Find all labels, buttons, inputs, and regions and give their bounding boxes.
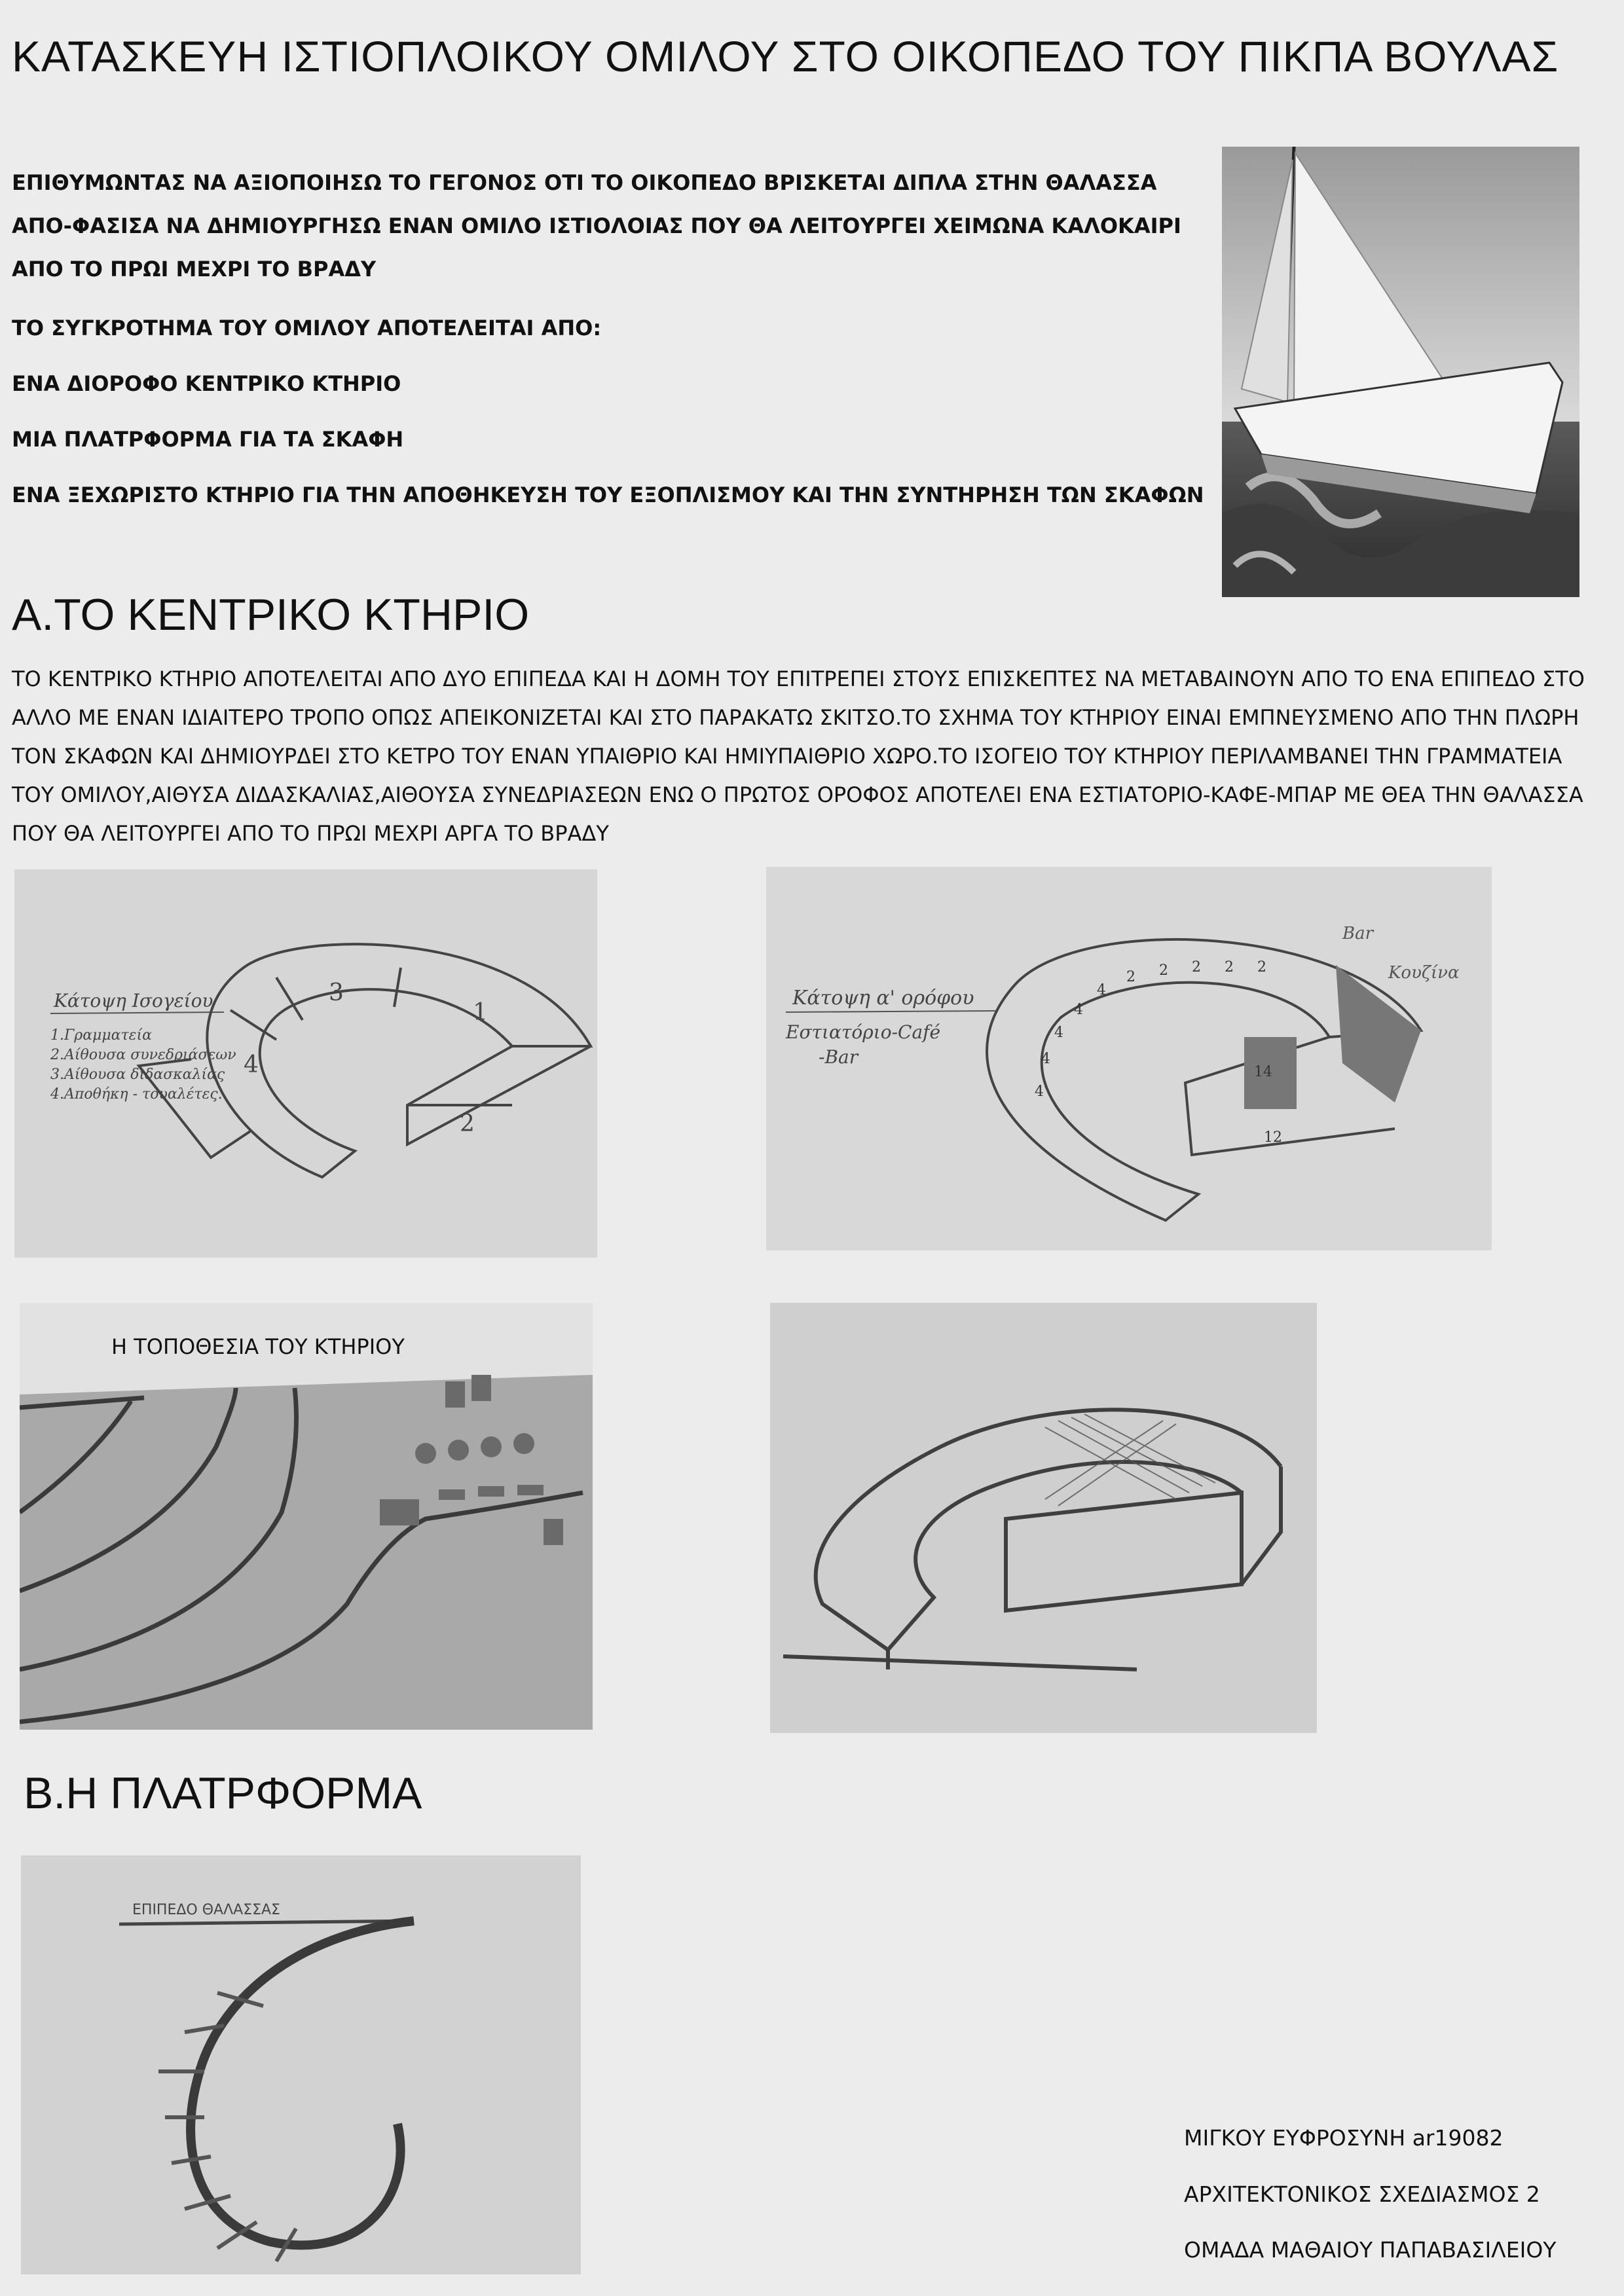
complex-item: ΕΝΑ ΞΕΧΩΡΙΣΤΟ ΚΤΗΡΙΟ ΓΙΑ ΤΗΝ ΑΠΟΘΗΚΕΥΣΗ ΤΟΥ ΕΞΟΠΛΙΣΜΟΥ ΚΑΙ ΤΗΝ ΣΥΝΤΗΡΗΣΗ ΤΩΝ ΣΚΑΦΩΝ xyxy=(12,483,1204,507)
ground-room-number: 1 xyxy=(473,999,488,1026)
complex-item: ΜΙΑ ΠΛΑΤΡΦΟΡΜΑ ΓΙΑ ΤΑ ΣΚΑΦΗ xyxy=(12,427,404,452)
site-model-photo xyxy=(20,1303,593,1730)
first-floor-legend-title: Κάτοψη α' ορόφου xyxy=(792,987,974,1010)
table-number: 12 xyxy=(1264,1129,1282,1146)
table-number: 4 xyxy=(1097,982,1106,998)
section-a-text: ΤΟ ΚΕΝΤΡΙΚΟ ΚΤΗΡΙΟ ΑΠΟΤΕΛΕΙΤΑΙ ΑΠΟ ΔΥΟ ΕΠΙΠΕΔΑ ΚΑΙ Η ΔΟΜΗ ΤΟΥ ΕΠΙΤΡΕΠΕΙ ΣΤΟΥΣ ΕΠΙΣΚΕΠΤΕΣ ΝΑ ΜΕΤΑΒΑΙΝΟΥΝ ΑΠΟ ΤΟ ΕΝΑ ΕΠΙΠΕΔΟ ΣΤΟ ΑΛΛΟ ΜΕ ΕΝΑΝ ΙΔΙΑΙΤΕΡΟ ΤΡΟΠΟ ΟΠΩΣ ΑΠΕΙΚΟΝΙΖΕΤΑΙ ΚΑΙ ΣΤΟ ΠΑΡΑΚΑΤΩ ΣΚΙΤΣΟ.ΤΟ ΣΧΗΜΑ ΤΟΥ ΚΤΗΡΙΟΥ ΕΙΝΑΙ ΕΜΠΝΕΥΣΜΕΝΟ ΑΠΟ ΤΗΝ ΠΛΩΡΗ ΤΟΝ ΣΚΑΦΩΝ ΚΑΙ ΔΗΜΙΟΥΡΔΕΙ ΣΤΟ ΚΕΤΡΟ ΤΟΥ ΕΝΑΝ ΥΠΑΙΘΡΙΟ ΚΑΙ ΗΜΙΥΠΑΙΘΡΙΟ ΧΩΡΟ.ΤΟ ΙΣΟΓΕΙΟ ΤΟΥ ΚΤΗΡΙΟΥ ΠΕΡΙΛΑΜΒΑΝΕΙ ΤΗΝ ΓΡΑΜΜΑΤΕΙΑ ΤΟΥ ΟΜΙΛΟΥ,ΑΙΘΥΣΑ ΔΙΔΑΣΚΑΛΙΑΣ,ΑΙΘΟΥΣΑ ΣΥΝΕΔΡΙΑΣΕΩΝ ΕΝΩ Ο ΠΡΩΤΟΣ ΟΡΟΦΟΣ ΑΠΟΤΕΛΕΙ ΕΝΑ ΕΣΤΙΑΤΟΡΙΟ-ΚΑΦΕ-ΜΠΑΡ ΜΕ ΘΕΑ ΤΗΝ ΘΑΛΑΣΣΑ ΠΟΥ ΘΑ ΛΕΙΤΟΥΡΓΕΙ ΑΠΟ ΤΟ ΠΡΩΙ ΜΕΧΡΙ ΑΡΓΑ ΤΟ ΒΡΑΔΥ xyxy=(12,666,1585,846)
section-b-heading: Β.Η ΠΛΑΤΡΦΟΡΜΑ xyxy=(24,1768,422,1818)
intro-paragraph: ΕΠΙΘΥΜΩΝΤΑΣ ΝΑ ΑΞΙΟΠΟΙΗΣΩ ΤΟ ΓΕΓΟΝΟΣ ΟΤΙ ΤΟ ΟΙΚΟΠΕΔΟ ΒΡΙΣΚΕΤΑΙ ΔΙΠΛΑ ΣΤΗΝ ΘΑΛΑΣΣΑ ΑΠΟ-ΦΑΣΙΣΑ ΝΑ ΔΗΜΙΟΥΡΓΗΣΩ ΕΝΑΝ ΟΜΙΛΟ ΙΣΤΙΟΛΟΙΑΣ ΠΟΥ ΘΑ ΛΕΙΤΟΥΡΓΕΙ ΧΕΙΜΩΝΑ ΚΑΛΟΚΑΙΡΙ ΑΠΟ ΤΟ ΠΡΩΙ ΜΕΧΡΙ ΤΟ ΒΡΑΔΥ xyxy=(12,170,1181,282)
perspective-sketch xyxy=(770,1303,1317,1733)
table-number: 4 xyxy=(1054,1025,1063,1041)
ground-room-number: 2 xyxy=(460,1110,475,1137)
section-a-heading: Α.ΤΟ ΚΕΝΤΡΙΚΟ ΚΤΗΡΙΟ xyxy=(12,590,530,640)
table-number: 2 xyxy=(1192,959,1201,975)
table-number: 4 xyxy=(1074,1002,1083,1018)
complex-heading: ΤΟ ΣΥΓΚΡΟΤΗΜΑ ΤΟΥ ΟΜΙΛΟΥ ΑΠΟΤΕΛΕΙΤΑΙ ΑΠΟ: xyxy=(12,316,602,340)
ground-legend-title: Κάτοψη Ισογείου xyxy=(54,990,213,1011)
first-floor-label: Κουζίνα xyxy=(1388,963,1460,983)
credit-group: ΟΜΑΔΑ ΜΑΘΑΙΟΥ ΠΑΠΑΒΑΣΙΛΕΙΟΥ xyxy=(1184,2237,1557,2263)
first-floor-legend-sub: -Bar xyxy=(819,1046,858,1068)
ground-legend-item: 1.Γραμματεία xyxy=(50,1027,152,1044)
ground-legend-item: 4.Αποθήκη - τουαλέτες. xyxy=(50,1086,223,1102)
table-number: 2 xyxy=(1225,959,1234,975)
ground-floor-sketch xyxy=(14,869,597,1258)
table-number: 2 xyxy=(1159,962,1168,979)
ground-legend-item: 3.Αίθουσα διδασκαλίας xyxy=(50,1066,225,1083)
table-number: 2 xyxy=(1257,959,1266,975)
table-number: 14 xyxy=(1254,1064,1272,1080)
credit-course: ΑΡΧΙΤΕΚΤΟΝΙΚΟΣ ΣΧΕΔΙΑΣΜΟΣ 2 xyxy=(1184,2181,1540,2207)
complex-item: ΕΝΑ ΔΙΟΡΟΦΟ ΚΕΝΤΡΙΚΟ ΚΤΗΡΙΟ xyxy=(12,371,401,396)
table-number: 2 xyxy=(1126,969,1135,985)
platform-sketch xyxy=(21,1855,581,2274)
table-number: 4 xyxy=(1035,1084,1044,1100)
first-floor-label: Bar xyxy=(1342,924,1374,943)
first-floor-legend-sub: Εστιατόριο-Café xyxy=(786,1021,941,1043)
sailboat-photo xyxy=(1222,147,1579,597)
location-caption: Η ΤΟΠΟΘΕΣΙΑ ΤΟΥ ΚΤΗΡΙΟΥ xyxy=(111,1334,405,1359)
page-title: ΚΑΤΑΣΚΕΥΗ ΙΣΤΙΟΠΛΟΙΚΟΥ ΟΜΙΛΟΥ ΣΤΟ ΟΙΚΟΠΕΔΟ ΤΟΥ ΠΙΚΠΑ ΒΟΥΛΑΣ xyxy=(12,32,1559,81)
table-number: 4 xyxy=(1041,1051,1050,1067)
sea-level-label: ΕΠΙΠΕΔΟ ΘΑΛΑΣΣΑΣ xyxy=(132,1902,280,1918)
first-floor-sketch xyxy=(766,867,1492,1250)
credit-author: ΜΙΓΚΟΥ ΕΥΦΡΟΣΥΝΗ ar19082 xyxy=(1184,2125,1504,2151)
ground-room-number: 4 xyxy=(244,1051,259,1078)
ground-legend-item: 2.Αίθουσα συνεδριάσεων xyxy=(50,1047,236,1063)
ground-room-number: 3 xyxy=(329,979,344,1006)
